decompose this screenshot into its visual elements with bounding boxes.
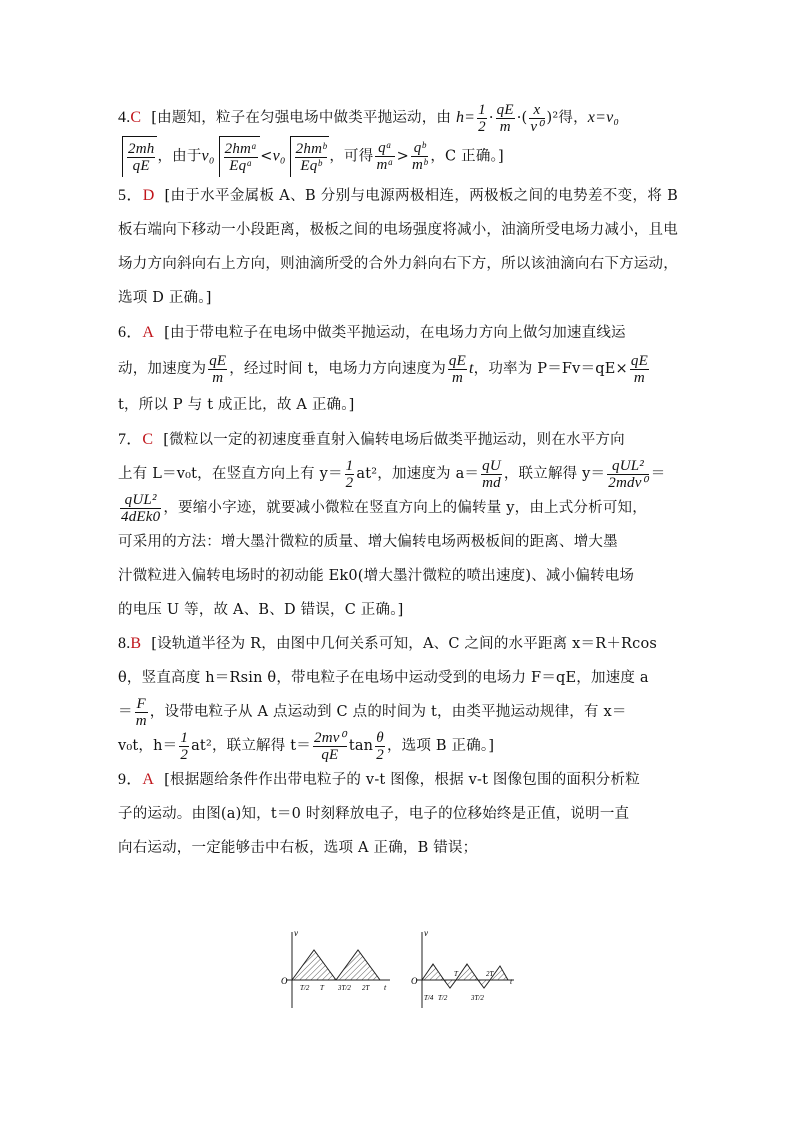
vt-figure [278,922,518,1012]
q7-number: 7． [118,431,143,448]
q4-frac-x-v0: $\frac{x}{\text{v⁰}}$ [530,101,544,135]
vt-a-tick-4: 2T [362,984,370,992]
q4-v0b: v₀ [272,147,286,165]
vt-b-tri-4 [478,980,490,988]
q4-formula-h: h= [455,109,476,126]
q6-frac1: $\frac{qE}{m}$ [209,352,227,386]
q9-answer: A [142,771,155,788]
q4-paragraph: 4.C [由题知，粒子在匀强电场中做类平抛运动，由 h= $\frac{1}{2}$ · $\frac{qE}{m}$ ·( $\frac{x}{\text{v⁰}}$ )²得，x=v₀ [118,101,620,135]
q8-l1: [设轨道半径为 R，由图中几何关系可知，A、C 之间的水平距离 x＝R＋Rcos [151,636,658,652]
q4-line2a: ，由于 [157,148,202,165]
q4-number: 4. [118,109,131,126]
q6-paragraph: 6．A [由于带电粒子在电场中做类平抛运动，在电场力方向上做匀加速直线运 动，加速度为 $\frac{qE}{m}$ ，经过时间 t，电场力方向速度为 $\frac{qE}{m}$ t，功率为 P＝Fv＝qE× $\frac{qE}{m}$ t，所以 P 与 t 成正比，故 A 正确。] [118,324,648,413]
q6-frac3: $\frac{qE}{m}$ [630,352,648,386]
q6-l1: [由于带电粒子在电场中做类平抛运动，在电场力方向上做匀加速直线运 [164,325,626,341]
q8-l4a: v₀t，h＝ [118,738,178,754]
q6-answer: A [142,324,155,341]
q5-answer: D [142,187,155,204]
vt-a-v-label: v [294,928,298,938]
q4-frac-qe-m: $\frac{qE}{m}$ [496,101,514,135]
q7-frac-half: $\frac{1}{2}$ [345,457,354,491]
vt-a-tick-3: 3T/2 [338,984,351,992]
q8-paragraph [118,627,678,763]
q9-paragraph [118,763,678,865]
q7-frac-qu-md: $\frac{qU}{md}$ [482,457,501,491]
q8-l4c: tan [348,738,374,754]
vt-b-origin: O [411,976,418,986]
q8-frac-half: $\frac{1}{2}$ [180,729,189,763]
vt-a-triangle-2 [336,950,380,980]
vt-b-tick-3: T [454,970,458,978]
q7-l1: [微粒以一定的初速度垂直射入偏转电场后做类平抛运动，则在水平方向 [163,432,625,448]
q4-x-eq: x=v₀ [587,109,620,126]
q7-paragraph [118,423,678,627]
q7-l5: 汁微粒进入偏转电场时的初动能 Ek0(增大墨汁微粒的喷出速度)、减小偏转电场 [118,568,635,584]
q4-frac-half: $\frac{1}{2}$ [478,101,486,135]
vt-b-t-label: t [510,977,513,986]
q8-l3a: ＝ [118,704,133,720]
q7-l3: ，要缩小字迹，就要减小微粒在竖直方向上的偏转量 y，由上式分析可知， [163,500,647,516]
q8-frac-f-m: $\frac{F}{m}$ [135,695,147,729]
vt-b-tick-1: T/4 [424,994,434,1002]
q7-l6: 的电压 U 等，故 A、B、D 错误，C 正确。] [118,602,404,618]
vt-b-v-label: v [424,928,428,938]
q7-l2b: at²，加速度为 a＝ [356,466,480,482]
q5-text: [由于水平金属板 A、B 分别与电源两极相连，两极板之间的电势差不变，将 B 板右端向下移动一小段距离，极板之间的电场强度将减小，油滴所受电场力减小，且电场力方向斜向右上方向，则油滴所受的合外力斜向右下方，所以该油滴向右下方运动，选项 D 正确。] [118,188,678,306]
q6-frac2: $\frac{qE}{m}$ [448,352,466,386]
q7-l4: 可采用的方法：增大墨汁微粒的质量、增大偏转电场两极板间的距离、增大墨 [118,534,618,550]
q8-answer: B [130,635,142,652]
q5-number: 5． [118,187,143,204]
q7-frac-y: $\frac{\text{qUL²}}{\text{2mdv⁰}}$ [608,457,648,491]
vt-a-origin: O [281,976,288,986]
q4-lt: < [260,148,273,165]
q4-v0: v₀ [201,147,215,165]
vt-graph-b [411,928,514,1008]
vt-a-tick-1: T/2 [300,984,310,992]
q4-answer: C [130,109,142,126]
q9-l2: 子的运动。由图(a)知，t＝0 时刻释放电子，电子的位移始终是正值，说明一直 [118,806,630,822]
q9-l3: 向右运动，一定能够击中右板，选项 A 正确，B 错误； [118,840,478,856]
vt-a-t-label: t [384,983,387,992]
q4-sqrt3: $\frac{\text{2hmᵇ}}{\text{Eqᵇ}}$ [290,136,330,177]
q6-l3: t，所以 P 与 t 成正比，故 A 正确。] [118,397,355,413]
vt-b-tick-4: 3T/2 [471,994,484,1002]
q6-l2a: 动，加速度为 [118,361,207,377]
vt-b-tick-2: T/2 [438,994,448,1002]
q4-sqrt1: $\frac{2mh}{qE}$ [122,136,157,177]
vt-b-tri-3 [456,964,478,980]
q8-number: 8. [118,635,131,652]
q5-paragraph [118,179,678,315]
q7-l2d: ＝ [650,466,666,482]
q4-frac-qa: $\frac{\text{qᵃ}}{\text{mᵃ}}$ [376,140,394,173]
vt-a-triangle-1 [292,950,336,980]
vt-b-tick-5: 2T [486,970,494,978]
q8-l3b: ，设带电粒子从 A 点运动到 C 点的时间为 t，由类平抛运动规律，有 x＝ [149,704,627,720]
q7-l2c: ，联立解得 y＝ [503,466,606,482]
q4-line2b: ，可得 [329,148,374,165]
q6-number: 6． [118,324,143,341]
vt-b-tri-2 [444,980,456,988]
solution-page [118,100,678,865]
vt-b-tri-1 [422,964,444,980]
vt-graph-a [281,928,390,1008]
q6-l2b: ，经过时间 t，电场力方向速度为 [229,361,446,377]
q4-sqrt2: $\frac{\text{2hmᵃ}}{\text{Eqᵃ}}$ [219,136,261,177]
q8-l2: θ，竖直高度 h＝Rsin θ，带电粒子在电场中运动受到的电场力 F＝qE，加速度 a [118,670,649,686]
q8-l4b: at²，联立解得 t＝ [191,738,311,754]
vt-a-tick-2: T [320,984,324,992]
q4-paragraph-2: $\frac{2mh}{qE}$ ，由于v₀ $\frac{\text{2hmᵃ}}{\text{Eqᵃ}}$ <v₀ $\frac{\text{2hmᵇ}}{\text{Eqᵇ}}$ ，可得 $\frac{\text{qᵃ}}{\text{mᵃ}}$ > $\frac{\text{qᵇ}}{\text{mᵇ}}$ ，C 正确。] [118,136,678,177]
q9-l1: [根据题给条件作出带电粒子的 v-t 图像，根据 v-t 图像包围的面积分析粒 [164,772,640,788]
q7-answer: C [142,431,154,448]
q4-line1b: 得， [558,110,588,126]
q8-frac-t: $\frac{\text{2mv⁰}}{qE}$ [314,729,346,763]
q4-line1: [由题知，粒子在匀强电场中做类平抛运动，由 [151,110,452,126]
q9-number: 9． [118,771,143,788]
q4-frac-qb: $\frac{\text{qᵇ}}{\text{mᵇ}}$ [412,140,428,173]
q8-frac-theta: $\frac{\theta}{2}$ [376,729,384,763]
q7-l2a: 上有 L＝v₀t，在竖直方向上有 y＝ [118,466,343,482]
q8-l4d: ，选项 B 正确。] [386,738,495,754]
q6-l2c: ，功率为 P＝Fv＝qE× [473,361,628,377]
q4-line2c: ，C 正确。] [430,148,504,165]
q7-frac-y2: $\frac{\text{qUL²}}{\text{4dEk0}}$ [121,491,161,525]
